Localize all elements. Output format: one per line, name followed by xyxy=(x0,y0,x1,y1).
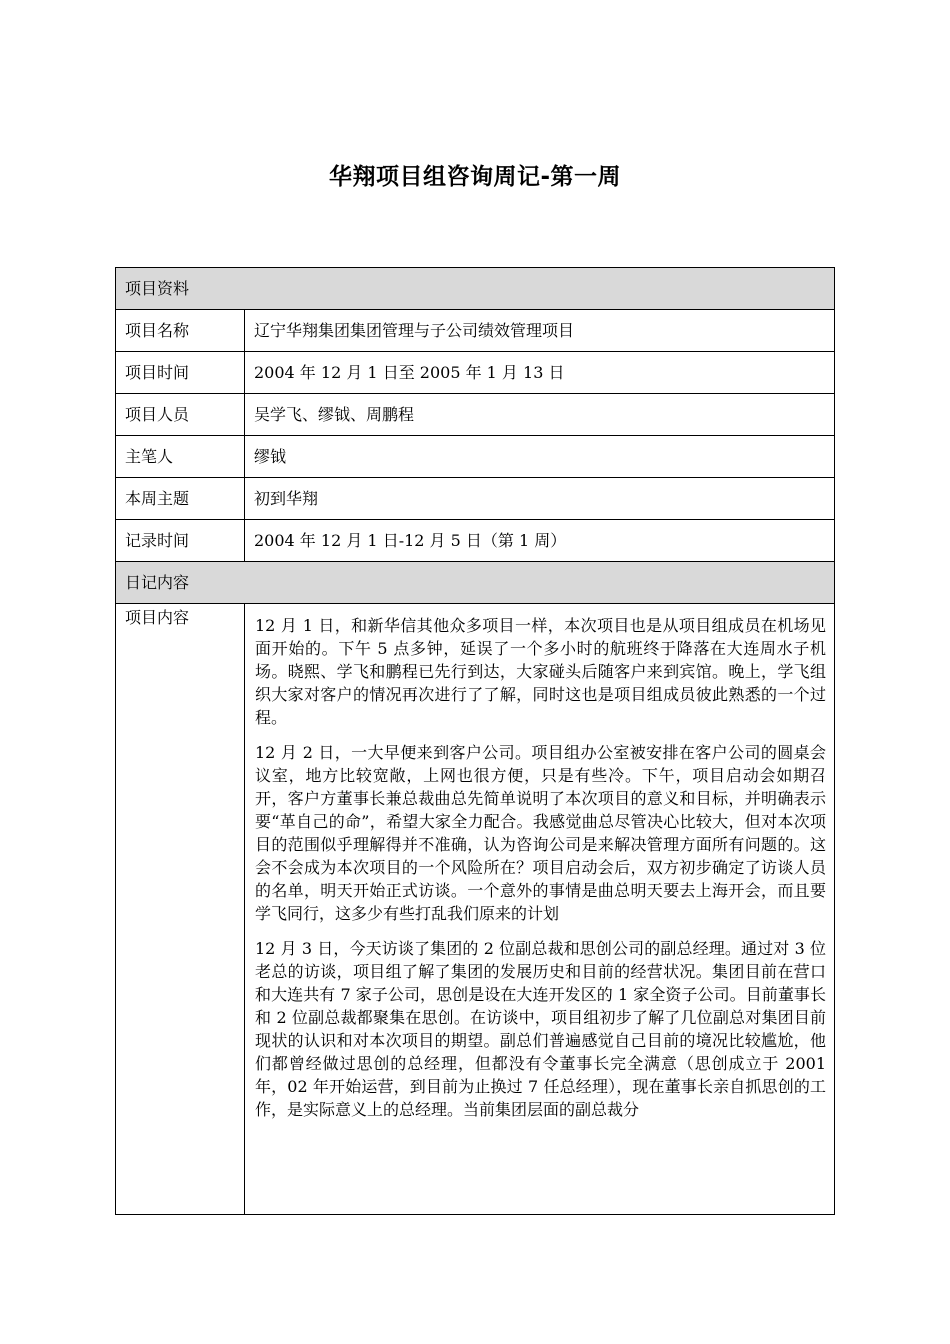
content-label: 项目内容 xyxy=(116,604,245,1215)
row-label-author: 主笔人 xyxy=(116,436,245,478)
table-row xyxy=(116,436,835,478)
table-row xyxy=(116,478,835,520)
diary-paragraph-dec-3: 12 月 3 日，今天访谈了集团的 2 位副总裁和思创公司的副总经理。通过对 3 位老总的访谈，项目组了解了集团的发展历史和目前的经营状况。集团目前在营口和大连共有 7 家子公司，思创是设在大连开发区的 1 家全资子公司。目前董事长和 2 位副总裁都聚集在思创。在访谈中，项目组初步了解了几位副总对集团目前现状的认识和对本次项目的期望。副总们普遍感觉自己目前的境况比较尴尬，他们都曾经做过思创的总经理，但都没有令董事长完全满意（思创成立于 2001 年，02 年开始运营，到目前为止换过 7 任总经理），现在董事长亲自抓思创的工作，是实际意义上的总经理。当前集团层面的副总裁分 xyxy=(255,939,827,1119)
content-row xyxy=(116,604,835,1215)
diary-paragraph-dec-2: 12 月 2 日，一大早便来到客户公司。项目组办公室被安排在客户公司的圆桌会议室，地方比较宽敞，上网也很方便，只是有些冷。下午，项目启动会如期召开，客户方董事长兼总裁曲总先简单说明了本次项目的意义和目标，并明确表示要“革自己的命”，希望大家全力配合。我感觉曲总尽管决心比较大，但对本次项目的范围似乎理解得并不准确，认为咨询公司是来解决管理方面所有问题的。这会不会成为本次项目的一个风险所在？项目启动会后，双方初步确定了访谈人员的名单，明天开始正式访谈。一个意外的事情是曲总明天要去上海开会，而且要学飞同行，这多少有些打乱我们原来的计划 xyxy=(255,743,827,923)
row-value-weekly-theme: 初到华翔 xyxy=(245,478,835,520)
row-value-record-time: 2004 年 12 月 1 日-12 月 5 日（第 1 周） xyxy=(245,520,835,562)
section-title-diary: 日记内容 xyxy=(116,562,835,604)
row-value-project-time: 2004 年 12 月 1 日至 2005 年 1 月 13 日 xyxy=(245,352,835,394)
diary-paragraph-dec-1: 12 月 1 日，和新华信其他众多项目一样，本次项目也是从项目组成员在机场见面开始的。下午 5 点多钟，延误了一个多小时的航班终于降落在大连周水子机场。晓熙、学飞和鹏程已先行到达，大家碰头后随客户来到宾馆。晚上，学飞组织大家对客户的情况再次进行了了解，同时这也是项目组成员彼此熟悉的一个过程。 xyxy=(255,616,827,727)
page-title: 华翔项目组咨询周记-第一周 xyxy=(328,164,622,190)
row-label-project-time: 项目时间 xyxy=(116,352,245,394)
section-title-project-info: 项目资料 xyxy=(116,268,835,310)
row-value-project-members: 吴学飞、缪钺、周鹏程 xyxy=(245,394,835,436)
table-row xyxy=(116,352,835,394)
row-value-author: 缪钺 xyxy=(245,436,835,478)
table-row xyxy=(116,520,835,562)
diary-content-cell xyxy=(245,604,835,1215)
table-row xyxy=(116,310,835,352)
row-value-project-name: 辽宁华翔集团集团管理与子公司绩效管理项目 xyxy=(245,310,835,352)
row-label-weekly-theme: 本周主题 xyxy=(116,478,245,520)
row-label-project-name: 项目名称 xyxy=(116,310,245,352)
row-label-record-time: 记录时间 xyxy=(116,520,245,562)
row-label-project-members: 项目人员 xyxy=(116,394,245,436)
project-info-table xyxy=(115,267,835,1215)
table-row xyxy=(116,394,835,436)
diary-content xyxy=(255,614,826,1210)
section-header-row xyxy=(116,562,835,604)
section-header-row xyxy=(116,268,835,310)
